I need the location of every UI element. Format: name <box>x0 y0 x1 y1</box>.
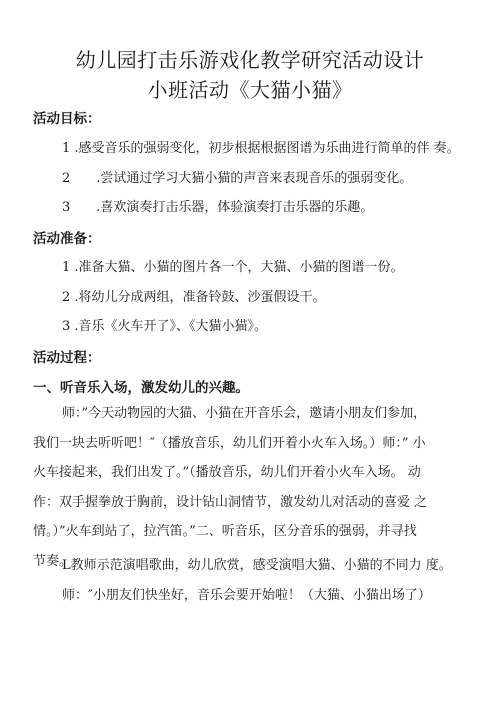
paragraph-line: 情。）”火车到站了，拉汽笛。”二、听音乐，区分音乐的强弱，并寻找 <box>33 524 417 539</box>
prep-item-1: 1 .准备大猫、小猫的图片各一个，大猫、小猫的图谱一份。 <box>62 260 404 275</box>
goal-item-2: 2 .尝试通过学习大猫小猫的声音来表现音乐的强弱变化。 <box>62 171 413 186</box>
process-paragraph-1 <box>33 399 473 576</box>
step1-heading: 一、听音乐入场，激发幼儿的兴趣。 <box>33 380 249 396</box>
document-subtitle: 小班活动《大猫小猫》 <box>147 78 353 102</box>
prep-item-3: 3 .音乐《火车开了》、《大猫小猫》。 <box>62 319 268 334</box>
process-paragraph-2: L教师示范演唱歌曲，幼儿欣赏，感受演唱大猫、小猫的不同力 度。 <box>62 558 452 573</box>
goal-item-1: 1 .感受音乐的强弱变化，初步根据根据图谱为乐曲进行简单的伴 奏。 <box>62 141 460 156</box>
paragraph-line: 火车接起来，我们出发了。”（播放音乐，幼儿们开着小火车入场。 动 <box>33 465 421 480</box>
goal-item-3: 3 .喜欢演奏打击乐器，体验演奏打击乐器的乐趣。 <box>62 200 374 215</box>
prep-heading: 活动准备： <box>33 231 101 247</box>
paragraph-line: 师：”今天动物园的大猫、小猫在开音乐会，邀请小朋友们参加， <box>62 406 427 421</box>
paragraph-line: 作：双手握拳放于胸前，设计钻山洞情节，激发幼儿对活动的喜爱 之 <box>33 494 428 510</box>
process-paragraph-3: 师：″小朋友们快坐好，音乐会要开始啦！（大猫、小猫出场了） <box>62 588 431 603</box>
document-title: 幼儿园打击乐游戏化教学研究活动设计 <box>75 48 425 72</box>
paragraph-line: 节奏。 <box>33 553 73 569</box>
process-heading: 活动过程： <box>33 350 101 366</box>
paragraph-line: 我们一块去听听吧！″（播放音乐，幼儿们开着小火车入场。）师：” 小 <box>33 435 426 451</box>
prep-item-2: 2 .将幼儿分成两组，准备铃鼓、沙蛋假设干。 <box>62 290 326 305</box>
goals-heading: 活动目标： <box>33 111 101 127</box>
